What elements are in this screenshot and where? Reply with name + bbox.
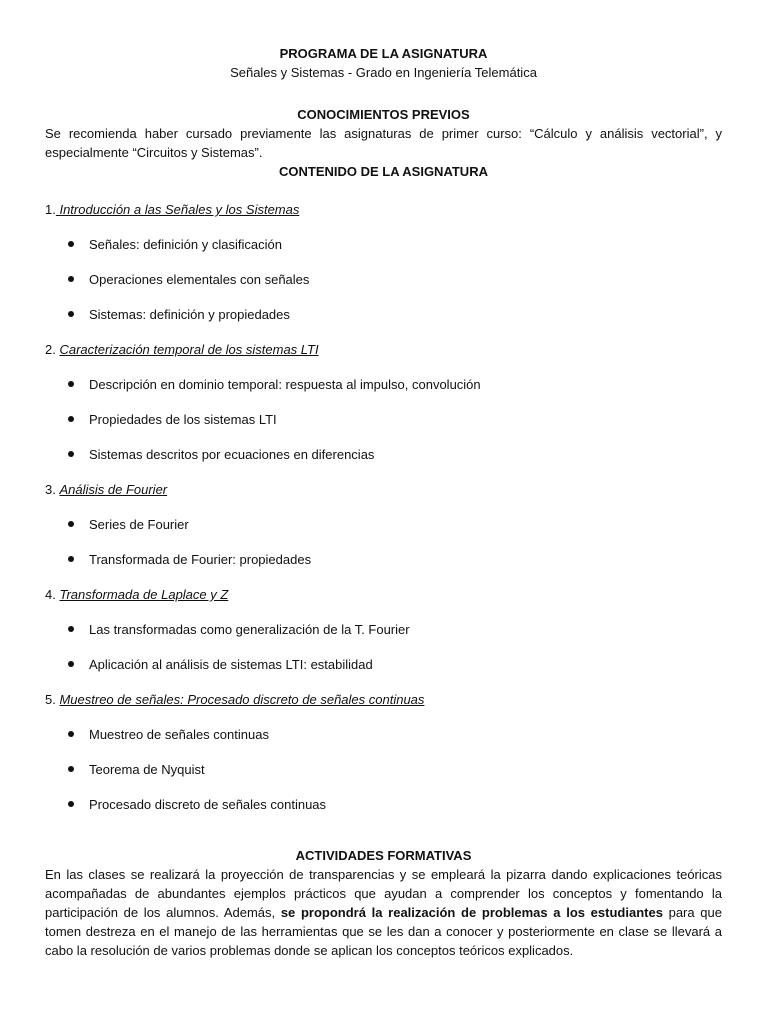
list-item [45, 375, 722, 410]
list-item-text: Series de Fourier [89, 517, 189, 532]
bullet-icon [68, 731, 74, 737]
topic-title: Transformada de Laplace y Z [59, 587, 229, 602]
spacer [45, 830, 722, 846]
topic-heading [45, 480, 722, 515]
topic-title: Análisis de Fourier [59, 482, 168, 497]
spacer [45, 82, 722, 105]
list-item-text: Muestreo de señales continuas [89, 727, 269, 742]
list-item [45, 270, 722, 305]
activities-text-part1: En las clases se realizará la proyección de transparencias y se empleará la pizarra dando explicaciones teóricas acompañadas de abundantes ejemplos prácticos que ayudan a comprender los conceptos y fomentando la participación de los alumnos. Además, [45, 867, 722, 920]
list-item [45, 725, 722, 760]
topic-bullet-list [45, 515, 722, 585]
topic-heading [45, 340, 722, 375]
topic-number: 1. [45, 202, 56, 217]
bullet-icon [68, 276, 74, 282]
list-item [45, 445, 722, 480]
topic-title: Caracterización temporal de los sistemas LTI [59, 342, 319, 357]
bullet-icon [68, 241, 74, 247]
bullet-icon [68, 521, 74, 527]
list-item-text: Señales: definición y clasificación [89, 237, 282, 252]
topic-heading [45, 690, 722, 725]
activities-text-part2: para que tomen destreza en el manejo de las herramientas que se les dan a conocer y posteriormente en clase se llevará a cabo la resolución de varios problemas donde se aplican los conceptos teóricos explicados. [45, 905, 722, 958]
bullet-icon [68, 766, 74, 772]
list-item [45, 760, 722, 795]
list-item-text: Sistemas descritos por ecuaciones en diferencias [89, 447, 375, 462]
list-item-text: Sistemas: definición y propiedades [89, 307, 290, 322]
topic-number: 2. [45, 342, 56, 357]
list-item [45, 795, 722, 830]
list-item-text: Procesado discreto de señales continuas [89, 797, 327, 812]
topic-bullet-list [45, 620, 722, 690]
activities-heading: ACTIVIDADES FORMATIVAS [295, 848, 472, 863]
prev-knowledge-text: Se recomienda haber cursado previamente las asignaturas de primer curso: “Cálculo y análisis vectorial”, y especialmente “Circuitos y Sistemas”. [45, 126, 722, 160]
bullet-icon [68, 626, 74, 632]
list-item [45, 305, 722, 340]
activities-text [45, 865, 722, 960]
list-item-text: Aplicación al análisis de sistemas LTI: estabilidad [89, 657, 373, 672]
prev-knowledge-heading: CONOCIMIENTOS PREVIOS [297, 107, 470, 122]
list-item [45, 515, 722, 550]
list-item-text: Teorema de Nyquist [89, 762, 205, 777]
document-subtitle: Señales y Sistemas - Grado en Ingeniería Telemática [230, 65, 537, 80]
list-item [45, 620, 722, 655]
topic-list [45, 200, 722, 830]
document-title: PROGRAMA DE LA ASIGNATURA [279, 46, 488, 61]
bullet-icon [68, 556, 74, 562]
topic-title: Muestreo de señales: Procesado discreto de señales continuas [59, 692, 425, 707]
bullet-icon [68, 801, 74, 807]
list-item [45, 655, 722, 690]
topic-heading [45, 585, 722, 620]
topic-heading [45, 200, 722, 235]
list-item [45, 410, 722, 445]
spacer [45, 181, 722, 200]
document-page [45, 44, 722, 960]
bullet-icon [68, 311, 74, 317]
list-item [45, 550, 722, 585]
list-item-text: Operaciones elementales con señales [89, 272, 310, 287]
topic-number: 5. [45, 692, 56, 707]
topic-number: 4. [45, 587, 56, 602]
topic-bullet-list [45, 375, 722, 480]
bullet-icon [68, 416, 74, 422]
list-item-text: Propiedades de los sistemas LTI [89, 412, 277, 427]
list-item-text: Las transformadas como generalización de la T. Fourier [89, 622, 410, 637]
bullet-icon [68, 381, 74, 387]
content-heading: CONTENIDO DE LA ASIGNATURA [279, 164, 488, 179]
topic-title: Introducción a las Señales y los Sistemas [55, 202, 300, 217]
bullet-icon [68, 661, 74, 667]
list-item-text: Descripción en dominio temporal: respuesta al impulso, convolución [89, 377, 481, 392]
activities-text-bold: se propondrá la realización de problemas a los estudiantes [280, 905, 663, 920]
topic-bullet-list [45, 725, 722, 830]
list-item-text: Transformada de Fourier: propiedades [89, 552, 312, 567]
bullet-icon [68, 451, 74, 457]
list-item [45, 235, 722, 270]
topic-bullet-list [45, 235, 722, 340]
topic-number: 3. [45, 482, 56, 497]
